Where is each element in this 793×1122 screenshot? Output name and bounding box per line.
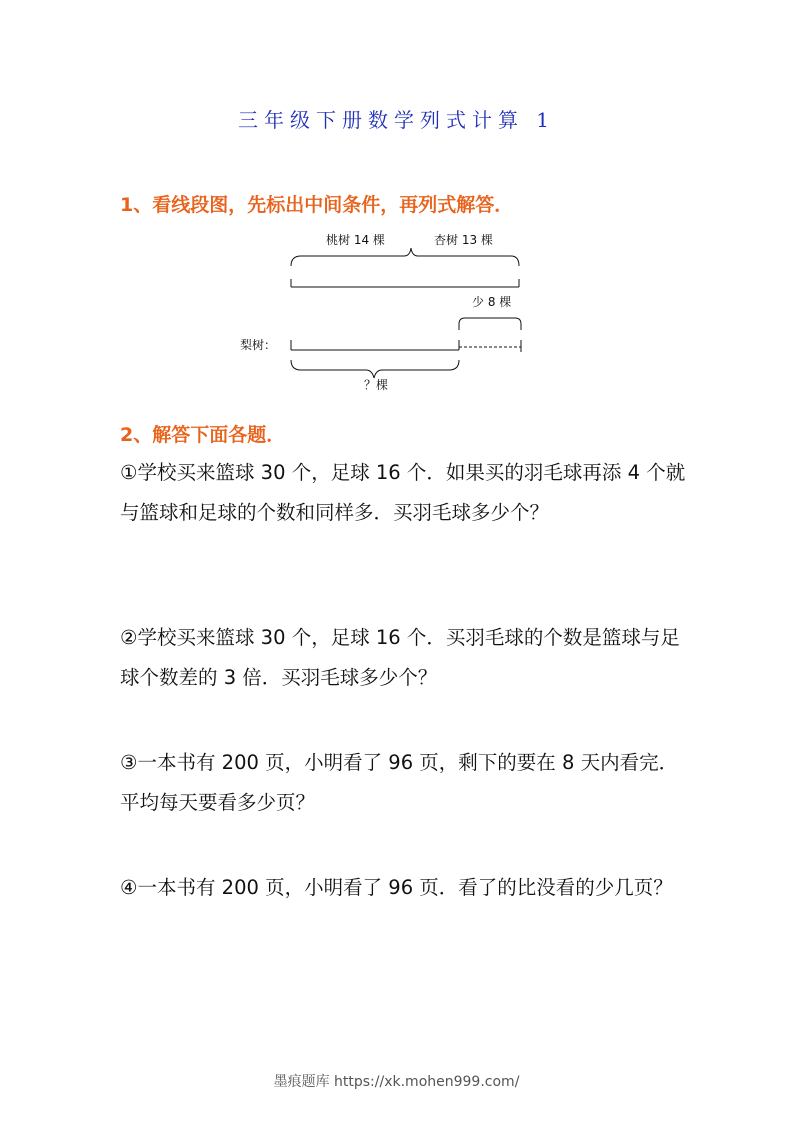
question-4: ④一本书有 200 页，小明看了 96 页．看了的比没看的少几页？ bbox=[120, 876, 673, 899]
label-pear: 梨树： bbox=[240, 338, 277, 352]
question-2: ②学校买来篮球 30 个，足球 16 个．买羽毛球的个数是篮球与足球个数差的 3 倍．买羽毛球多少个？ bbox=[120, 626, 680, 689]
question-1: ①学校买来篮球 30 个，足球 16 个．如果买的羽毛球再添 4 个就与篮球和足球的个数和同样多．买羽毛球多少个？ bbox=[120, 461, 686, 524]
section-2-heading: 2、解答下面各题． bbox=[120, 424, 286, 446]
footer-watermark: 墨痕题库 https://xk.mohen999.com/ bbox=[273, 1074, 520, 1090]
bottom-brace bbox=[291, 360, 459, 378]
section-1-heading: 1、看线段图，先标出中间条件，再列式解答． bbox=[120, 194, 514, 216]
line-segment-diagram bbox=[228, 226, 548, 401]
label-apricot: 杏树 13 棵 bbox=[434, 233, 493, 247]
label-less: 少 8 棵 bbox=[472, 295, 512, 309]
label-question: ？棵 bbox=[364, 378, 389, 392]
label-peach: 桃树 14 棵 bbox=[326, 233, 385, 247]
page-title: 三年级下册数学列式计算 1 bbox=[237, 108, 556, 132]
top-brace bbox=[291, 248, 519, 266]
less-bracket bbox=[459, 318, 521, 330]
question-3: ③一本书有 200 页，小明看了 96 页，剩下的要在 8 天内看完．平均每天要看多少页？ bbox=[120, 751, 679, 814]
